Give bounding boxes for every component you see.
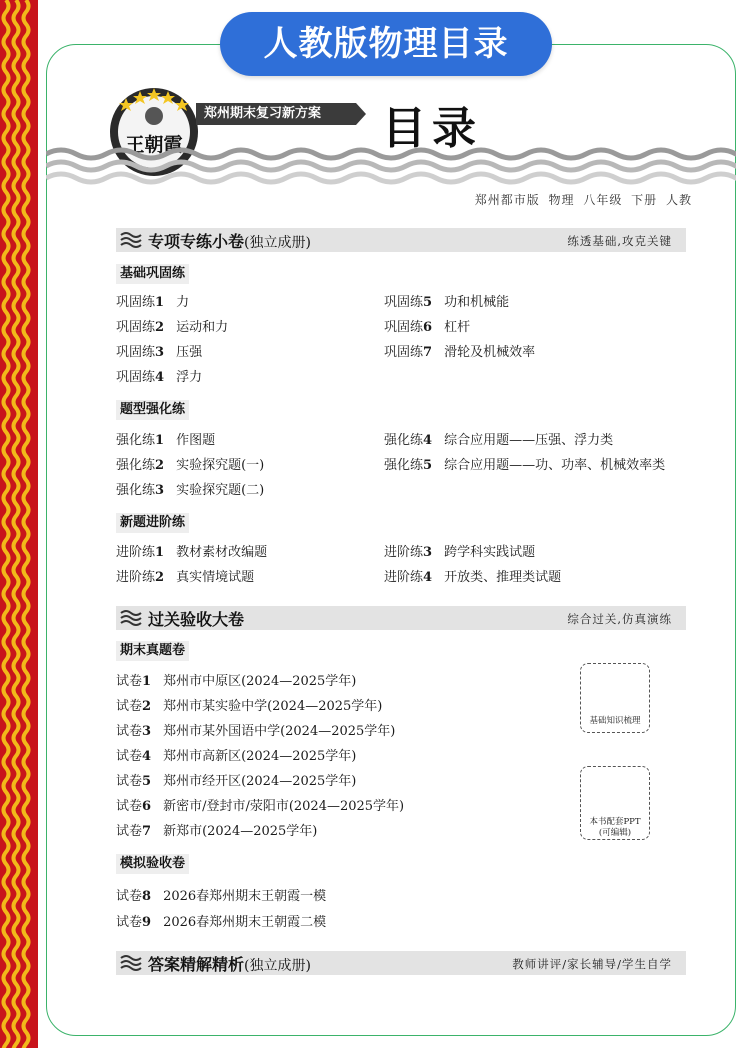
toc-entry[interactable]: 试卷3 郑州市某外国语中学(2024—2025学年) [116, 724, 396, 739]
toc-entry[interactable]: 巩固练5 功和机械能 [384, 295, 510, 310]
section-bar-special-practice [116, 228, 686, 252]
toc-entry[interactable]: 试卷5 郑州市经开区(2024—2025学年) [116, 774, 357, 789]
group-heading: 基础巩固练 [116, 264, 189, 284]
group-heading: 期末真题卷 [116, 641, 189, 661]
toc-entry[interactable]: 进阶练2 真实情境试题 [116, 570, 255, 585]
wave-section-icon [120, 609, 142, 631]
toc-entry[interactable]: 强化练1 作图题 [116, 433, 216, 448]
edition-info: 郑州都市版 物理 八年级 下册 人教 [474, 193, 692, 207]
section-note: 教师讲评/家长辅导/学生自学 [512, 957, 672, 971]
toc-entry[interactable]: 强化练4 综合应用题——压强、浮力类 [384, 433, 614, 448]
section-note: 综合过关,仿真演练 [567, 612, 672, 626]
section-title: 答案精解精析(独立成册) [148, 955, 311, 974]
toc-entry[interactable]: 强化练5 综合应用题——功、功率、机械效率类 [384, 458, 666, 473]
section-note: 练透基础,攻克关键 [567, 234, 672, 248]
main-title: 目录 [382, 103, 482, 154]
toc-entry[interactable]: 进阶练3 跨学科实践试题 [384, 545, 536, 560]
toc-entry[interactable]: 试卷8 2026春郑州期末王朝霞一模 [116, 889, 327, 904]
wave-decoration [46, 140, 736, 190]
decorative-ribbon [0, 0, 38, 1048]
group-heading: 新题进阶练 [116, 513, 189, 533]
toc-entry[interactable]: 试卷7 新郑市(2024—2025学年) [116, 824, 318, 839]
toc-entry[interactable]: 试卷1 郑州市中原区(2024—2025学年) [116, 674, 357, 689]
toc-entry[interactable]: 试卷2 郑州市某实验中学(2024—2025学年) [116, 699, 383, 714]
wave-section-icon [120, 231, 142, 253]
brand-name: 王朝霞 [125, 134, 183, 156]
group-heading: 模拟验收卷 [116, 854, 189, 874]
side-box-caption: (可编辑) [598, 828, 632, 838]
toc-entry[interactable]: 巩固练3 压强 [116, 345, 203, 360]
group-heading: 题型强化练 [116, 400, 189, 420]
toc-entry[interactable]: 试卷4 郑州市高新区(2024—2025学年) [116, 749, 357, 764]
toc-entry[interactable]: 强化练2 实验探究题(一) [116, 458, 265, 473]
wavy-stripes [0, 0, 38, 1048]
toc-entry[interactable]: 巩固练1 力 [116, 295, 190, 310]
brand-banner: 郑州期末复习新方案 [196, 103, 356, 125]
toc-entry[interactable]: 试卷6 新密市/登封市/荥阳市(2024—2025学年) [116, 799, 405, 814]
toc-entry[interactable]: 强化练3 实验探究题(二) [116, 483, 265, 498]
toc-entry[interactable]: 试卷9 2026春郑州期末王朝霞二模 [116, 915, 327, 930]
side-box-caption: 本书配套PPT [589, 817, 641, 827]
toc-entry[interactable]: 巩固练7 滑轮及机械效率 [384, 345, 536, 360]
section-title: 过关验收大卷 [148, 610, 245, 629]
section-bar-final-exam [116, 606, 686, 630]
toc-entry[interactable]: 巩固练6 杠杆 [384, 320, 471, 335]
toc-entry[interactable]: 巩固练2 运动和力 [116, 320, 229, 335]
side-box-ppt [580, 766, 650, 840]
section-title: 专项专练小卷(独立成册) [148, 232, 311, 251]
section-bar-answers [116, 951, 686, 975]
toc-entry[interactable]: 进阶练1 教材素材改编题 [116, 545, 268, 560]
toc-entry[interactable]: 巩固练4 浮力 [116, 370, 203, 385]
page-title-pill: 人教版物理目录 [220, 12, 552, 76]
side-box-knowledge-review [580, 663, 650, 733]
wave-section-icon [120, 954, 142, 976]
toc-entry[interactable]: 进阶练4 开放类、推理类试题 [384, 570, 562, 585]
side-box-caption: 基础知识梳理 [589, 716, 641, 726]
